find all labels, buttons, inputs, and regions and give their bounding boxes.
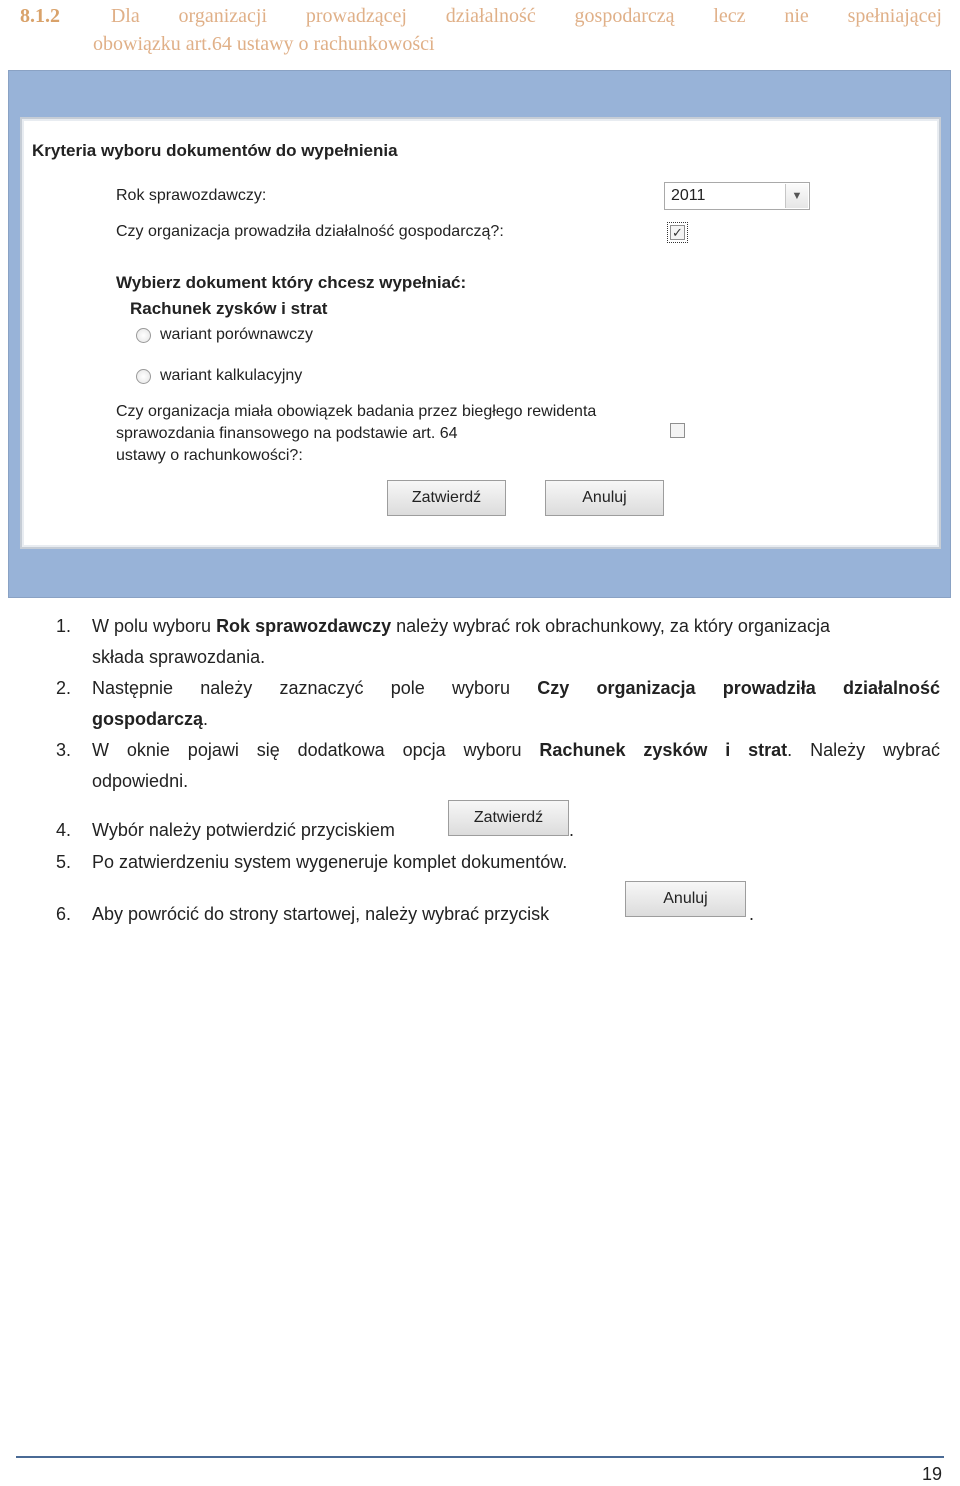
step-number: 2. [56, 678, 72, 698]
heading-word: lecz [713, 5, 746, 27]
step-text: W oknie pojawi się dodatkowa opcja wyboru [92, 740, 540, 760]
step-text: Wybór należy potwierdzić przyciskiem [92, 820, 395, 840]
audit-label-line: Czy organizacja miała obowiązek badania przez biegłego rewidenta [116, 403, 597, 420]
heading-word: działalność [445, 5, 536, 27]
panel-title: Kryteria wyboru dokumentów do wypełnienia [32, 141, 398, 160]
inline-confirm-button: Zatwierdź [448, 800, 569, 836]
heading-word: gospodarczą [574, 5, 675, 27]
step-bold: Rok sprawozdawczy [216, 616, 392, 636]
step-text: . [203, 709, 209, 729]
year-select[interactable] [664, 182, 810, 210]
doc-group-label: Rachunek zysków i strat [130, 299, 328, 318]
year-label: Rok sprawozdawczy: [116, 187, 267, 204]
step-text: Aby powrócić do strony startowej, należy wybrać przycisk [92, 904, 550, 924]
activity-checkbox[interactable]: ✓ [670, 225, 685, 240]
confirm-button[interactable]: Zatwierdź [387, 480, 506, 516]
audit-label [116, 401, 596, 467]
step-text: należy wybrać rok obrachunkowy, za który organizacja [391, 616, 830, 636]
step-bold: gospodarczą [92, 709, 204, 729]
step-number: 5. [56, 852, 72, 872]
chevron-down-icon[interactable]: ▼ [785, 184, 808, 208]
audit-label-line: sprawozdania finansowego na podstawie art. 64 [116, 425, 458, 442]
step-text: W polu wyboru [92, 616, 217, 636]
heading-line-2: obowiązku art.64 ustawy o rachunkowości [93, 33, 435, 55]
list-item [56, 899, 940, 930]
year-value: 2011 [671, 187, 706, 204]
audit-checkbox[interactable] [670, 423, 685, 438]
section-heading [20, 2, 942, 58]
choose-doc-label: Wybierz dokument który chcesz wypełniać: [116, 273, 467, 292]
footer-divider [16, 1456, 944, 1458]
page-number: 19 [921, 1464, 942, 1484]
step-text: Następnie należy zaznaczyć pole wyboru [92, 678, 538, 698]
step-text: Po zatwierdzeniu system wygeneruje komplet dokumentów. [92, 852, 568, 872]
list-item [56, 611, 940, 673]
list-item [56, 735, 940, 766]
step-text: składa sprawozdania. [92, 647, 266, 667]
cancel-button[interactable]: Anuluj [545, 480, 664, 516]
heading-word: nie [784, 5, 809, 27]
step-bold: Rachunek zysków i strat [539, 740, 788, 760]
inline-cancel-button: Anuluj [625, 881, 746, 917]
screenshot-frame [8, 70, 951, 598]
list-item [56, 673, 941, 704]
step-number: 1. [56, 616, 72, 636]
heading-word: organizacji [178, 5, 268, 27]
step-bold: Czy organizacja prowadziła działalność [537, 678, 941, 698]
list-item-continuation [92, 704, 940, 735]
step-number: 4. [56, 820, 72, 840]
radio-calculation[interactable] [136, 369, 151, 384]
section-number: 8.1.2 [20, 5, 60, 27]
step-number: 3. [56, 740, 72, 760]
radio-calculation-label: wariant kalkulacyjny [160, 367, 303, 384]
audit-label-line: ustawy o rachunkowości?: [116, 447, 303, 464]
heading-word: prowadzącej [305, 5, 407, 27]
activity-label: Czy organizacja prowadziła działalność gospodarczą?: [116, 223, 504, 240]
criteria-panel [20, 117, 941, 549]
heading-word: Dla [110, 5, 140, 27]
radio-comparative-label: wariant porównawczy [160, 326, 313, 343]
step-end: . [569, 820, 575, 840]
list-item [56, 847, 940, 878]
heading-word: spełniającej [847, 5, 942, 27]
step-text: odpowiedni. [92, 771, 189, 791]
list-item-continuation [92, 766, 940, 797]
step-number: 6. [56, 904, 72, 924]
step-text: . Należy wybrać [787, 740, 940, 760]
step-end: . [749, 904, 755, 924]
radio-comparative[interactable] [136, 328, 151, 343]
